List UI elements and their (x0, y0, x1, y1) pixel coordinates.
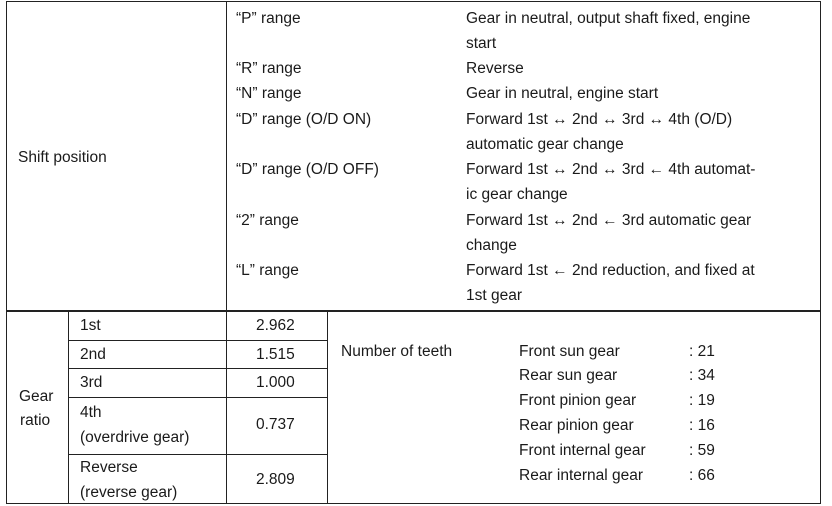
gear-row-divider-1 (68, 340, 328, 341)
range-2-desc-1: Forward 1st ↔ 2nd ← 3rd automatic gear (466, 212, 752, 229)
gear-row-divider-2 (68, 368, 328, 369)
gear-reverse-line1: Reverse (80, 459, 138, 476)
shift-position-label: Shift position (18, 149, 107, 166)
gear-1st: 1st (80, 317, 101, 334)
range-p: “P” range (236, 10, 301, 27)
range-l-desc-2: 1st gear (466, 287, 523, 304)
border-right (820, 1, 821, 504)
teeth-front-internal: Front internal gear (519, 442, 646, 459)
range-d-od-on: “D” range (O/D ON) (236, 111, 372, 128)
teeth-rear-internal: Rear internal gear (519, 467, 644, 484)
teeth-front-sun-value: : 21 (689, 343, 715, 360)
gear-3rd: 3rd (80, 374, 103, 391)
gear-reverse-line2: (reverse gear) (80, 484, 178, 501)
teeth-front-pinion: Front pinion gear (519, 392, 637, 409)
teeth-rear-pinion: Rear pinion gear (519, 417, 634, 434)
range-2-desc-2: change (466, 237, 517, 254)
range-d-od-off: “D” range (O/D OFF) (236, 161, 379, 178)
gear-3rd-ratio: 1.000 (256, 374, 295, 391)
range-n: “N” range (236, 85, 302, 102)
border-left (6, 1, 7, 504)
range-d-od-on-desc-2: automatic gear change (466, 136, 624, 153)
teeth-front-sun: Front sun gear (519, 343, 620, 360)
range-d-od-on-desc-1: Forward 1st ↔ 2nd ↔ 3rd ↔ 4th (O/D) (466, 111, 733, 128)
range-r: “R” range (236, 60, 302, 77)
gear-row-divider-3 (68, 397, 328, 398)
range-n-desc-1: Gear in neutral, engine start (466, 85, 659, 102)
range-p-desc-2: start (466, 35, 497, 52)
border-bottom (6, 503, 821, 504)
gear-2nd-ratio: 1.515 (256, 346, 295, 363)
range-l-desc-1: Forward 1st ← 2nd reduction, and fixed at (466, 262, 755, 279)
gear-4th-line2: (overdrive gear) (80, 429, 190, 446)
teeth-rear-internal-value: : 66 (689, 467, 715, 484)
range-l: “L” range (236, 262, 299, 279)
range-2: “2” range (236, 212, 299, 229)
range-d-od-off-desc-2: ic gear change (466, 186, 568, 203)
gear-ratio-label-2: ratio (20, 412, 51, 429)
gear-4th-ratio: 0.737 (256, 416, 295, 433)
gear-ratio-label-1: Gear (19, 388, 54, 405)
gear-2nd: 2nd (80, 346, 106, 363)
range-d-od-off-desc-1: Forward 1st ↔ 2nd ↔ 3rd ← 4th automat- (466, 161, 756, 178)
range-r-desc-1: Reverse (466, 60, 524, 77)
teeth-front-internal-value: : 59 (689, 442, 715, 459)
border-top (6, 1, 821, 2)
shift-col-divider (226, 1, 227, 310)
section-divider (6, 310, 821, 312)
teeth-rear-sun: Rear sun gear (519, 367, 618, 384)
teeth-rear-pinion-value: : 16 (689, 417, 715, 434)
gear-1st-ratio: 2.962 (256, 317, 295, 334)
gear-reverse-ratio: 2.809 (256, 471, 295, 488)
teeth-rear-sun-value: : 34 (689, 367, 715, 384)
teeth-front-pinion-value: : 19 (689, 392, 715, 409)
gear-4th-line1: 4th (80, 404, 102, 421)
gear-row-divider-4 (68, 454, 328, 455)
teeth-label: Number of teeth (341, 343, 453, 360)
range-p-desc-1: Gear in neutral, output shaft fixed, engine (466, 10, 751, 27)
